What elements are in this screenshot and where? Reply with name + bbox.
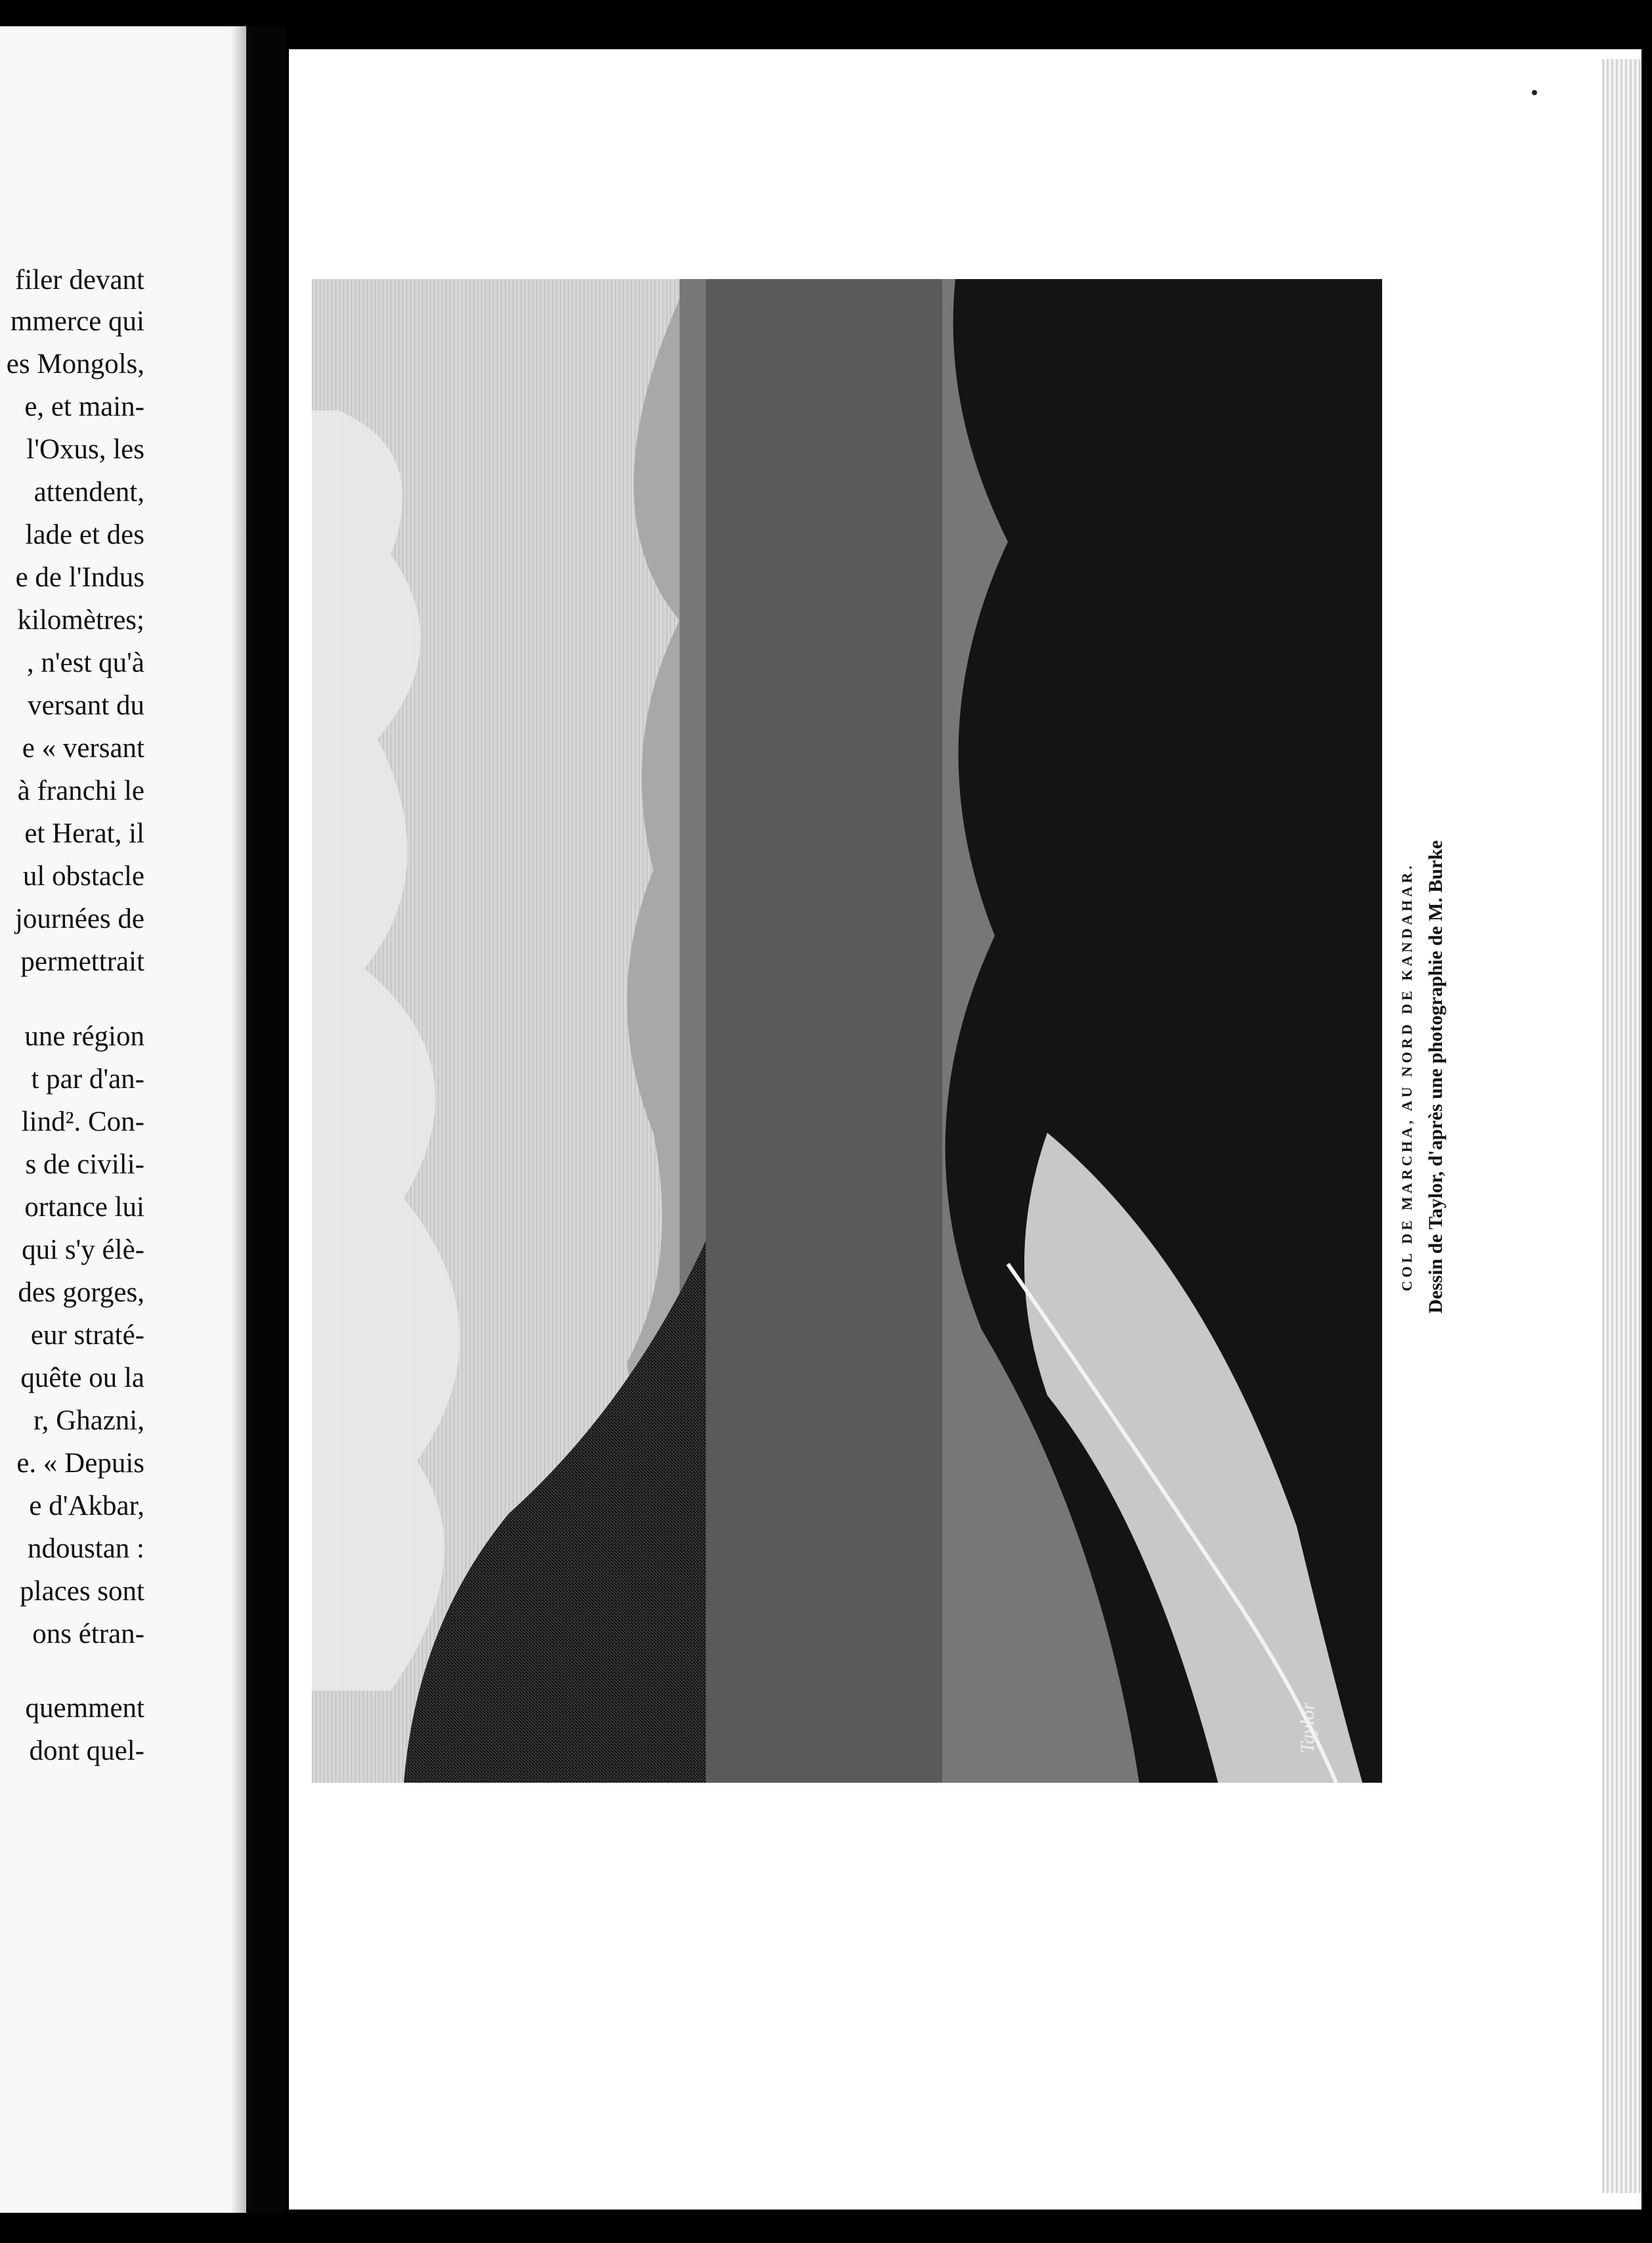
text-line: t par d'an- [31, 1064, 144, 1095]
speck-mark [1532, 90, 1537, 95]
text-line: es Mongols, [6, 349, 144, 380]
binding-gap [246, 26, 286, 2213]
text-line: kilomètres; [17, 605, 144, 636]
text-line: lade et des [25, 519, 144, 550]
text-line: e « versant [22, 733, 144, 764]
text-line: dont quel- [29, 1735, 144, 1766]
text-line: journées de [14, 904, 144, 934]
text-line: e. « Depuis [16, 1448, 144, 1479]
page-gutter [230, 26, 246, 2213]
text-line: l'Oxus, les [26, 434, 144, 465]
text-line: e de l'Indus [15, 562, 144, 593]
text-line: e d'Akbar, [29, 1491, 144, 1521]
text-line: quemment [25, 1693, 144, 1724]
text-line: ul obstacle [22, 861, 144, 892]
text-line: qui s'y élè- [22, 1234, 144, 1265]
text-line: à franchi le [17, 775, 144, 806]
text-line: e, et main- [24, 391, 144, 422]
text-line: ons étran- [32, 1619, 144, 1649]
text-line: une région [24, 1021, 144, 1052]
text-line: des gorges, [18, 1277, 144, 1308]
left-page [0, 26, 246, 2213]
text-line: , n'est qu'à [26, 647, 144, 678]
text-line: places sont [20, 1576, 144, 1607]
text-line: quête ou la [20, 1362, 144, 1393]
caption [1399, 804, 1447, 1349]
text-line: versant du [28, 690, 144, 721]
text-line: eur straté- [30, 1320, 144, 1351]
text-line: lind². Con- [21, 1106, 144, 1137]
text-line: filer devant [15, 265, 144, 295]
text-line: ortance lui [24, 1192, 144, 1223]
engraving-illustration [312, 279, 1382, 1783]
text-line: et Herat, il [24, 818, 144, 849]
text-line: permettrait [20, 946, 144, 977]
text-line: mmerce qui [10, 306, 144, 337]
valley-floor [706, 279, 942, 1783]
engraving-svg [312, 279, 1382, 1783]
text-line: r, Ghazni, [33, 1405, 144, 1436]
text-line: attendent, [33, 477, 144, 508]
text-line: s de civili- [25, 1149, 144, 1180]
caption-credit: Dessin de Taylor, d'après une photographie de M. Burke [1425, 840, 1446, 1314]
caption-title: COL DE MARCHA, AU NORD DE KANDAHAR. [1399, 862, 1415, 1292]
text-line: ndoustan : [28, 1533, 144, 1564]
page-edge [1602, 59, 1641, 2193]
artist-signature: Taylor [1297, 1702, 1318, 1753]
